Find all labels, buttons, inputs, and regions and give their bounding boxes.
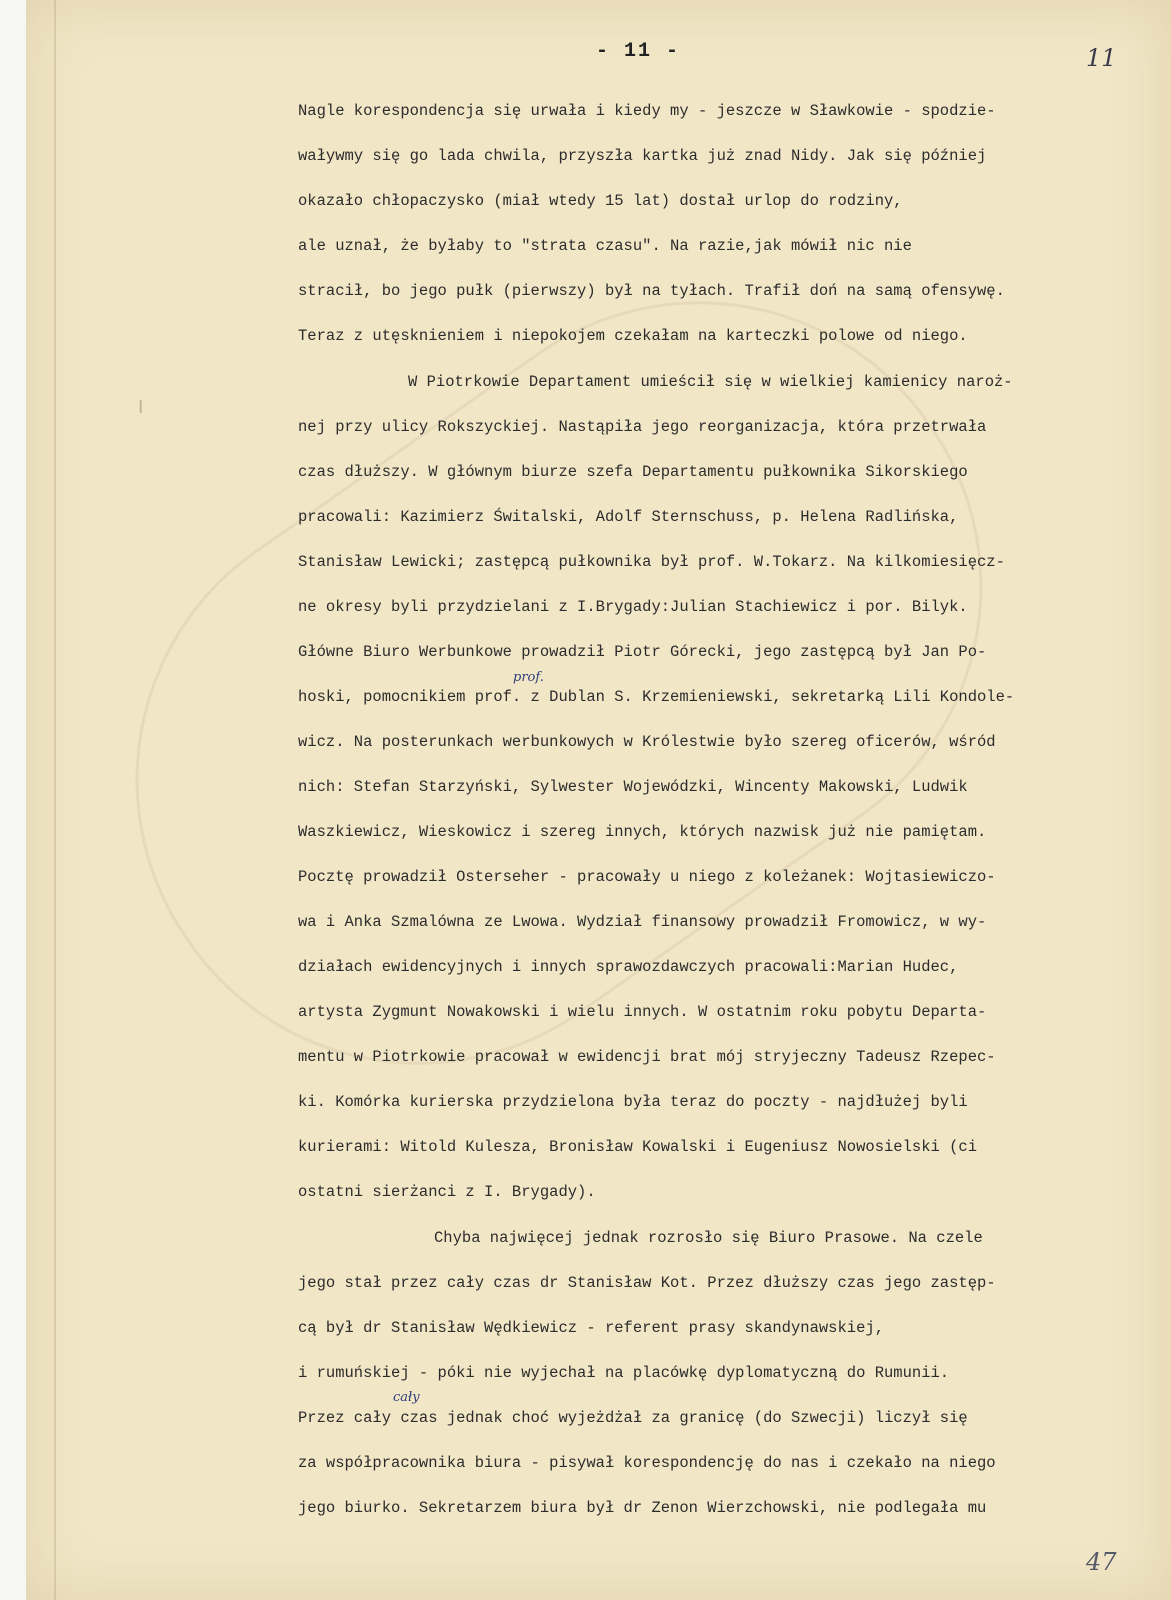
text-line: artysta Zygmunt Nowakowski i wielu innych. W ostatnim roku pobytu Departa- bbox=[298, 1003, 987, 1021]
text-line: waływmy się go lada chwila, przyszła kartka już znad Nidy. Jak się później bbox=[298, 147, 987, 165]
text-line: kurierami: Witold Kulesza, Bronisław Kowalski i Eugeniusz Nowosielski (ci bbox=[298, 1138, 978, 1156]
text-line: działach ewidencyjnych i innych sprawozdawczych pracowali:Marian Hudec, bbox=[298, 958, 959, 976]
text-line: jego stał przez cały czas dr Stanisław Kot. Przez dłuższy czas jego zastęp- bbox=[298, 1274, 996, 1292]
text-line: pracowali: Kazimierz Świtalski, Adolf Sternschuss, p. Helena Radlińska, bbox=[298, 508, 959, 526]
text-line: wicz. Na posterunkach werbunkowych w Królestwie było szereg oficerów, wśród bbox=[298, 733, 996, 751]
margin-mark: I bbox=[138, 397, 144, 418]
text-line: Chyba najwięcej jednak rozrosło się Biuro Prasowe. Na czele bbox=[434, 1229, 983, 1247]
text-line: stracił, bo jego pułk (pierwszy) był na tyłach. Trafił doń na samą ofensywę. bbox=[298, 282, 1005, 300]
text-line: i rumuńskiej - póki nie wyjechał na placówkę dyplomatyczną do Rumunii. bbox=[298, 1364, 950, 1382]
text-line: Pocztę prowadził Osterseher - pracowały u niego z koleżanek: Wojtasiewiczo- bbox=[298, 868, 996, 886]
text-line: okazało chłopaczysko (miał wtedy 15 lat) dostał urlop do rodziny, bbox=[298, 192, 903, 210]
folio-number-top: 11 bbox=[1086, 44, 1117, 72]
text-line: hoski, pomocnikiem prof. z Dublan S. Krzemieniewski, sekretarką Lili Kondole- bbox=[298, 688, 1015, 706]
text-line: mentu w Piotrkowie pracował w ewidencji brat mój stryjeczny Tadeusz Rzepec- bbox=[298, 1048, 996, 1066]
folio-number-bottom: 47 bbox=[1086, 1548, 1117, 1576]
text-line: jego biurko. Sekretarzem biura był dr Zenon Wierzchowski, nie podlegała mu bbox=[298, 1499, 987, 1517]
text-line: Przez cały czas jednak choć wyjeżdżał za granicę (do Szwecji) liczył się bbox=[298, 1409, 968, 1427]
text-line: W Piotrkowie Departament umieścił się w wielkiej kamienicy naroż- bbox=[408, 373, 1013, 391]
text-line: nich: Stefan Starzyński, Sylwester Wojewódzki, Wincenty Makowski, Ludwik bbox=[298, 778, 968, 796]
text-line: Stanisław Lewicki; zastępcą pułkownika był prof. W.Tokarz. Na kilkomiesięcz- bbox=[298, 553, 1005, 571]
page-number-marker: - 11 - bbox=[596, 40, 681, 63]
text-line: Teraz z utęsknieniem i niepokojem czekałam na karteczki polowe od niego. bbox=[298, 327, 968, 345]
handwritten-gloss: cały bbox=[393, 1390, 420, 1405]
text-line: ostatni sierżanci z I. Brygady). bbox=[298, 1183, 596, 1201]
text-line: Waszkiewicz, Wieskowicz i szereg innych, których nazwisk już nie pamiętam. bbox=[298, 823, 987, 841]
text-line: ki. Komórka kurierska przydzielona była teraz do poczty - najdłużej byli bbox=[298, 1093, 968, 1111]
text-line: za współpracownika biura - pisywał korespondencję do nas i czekało na niego bbox=[298, 1454, 996, 1472]
text-line: Główne Biuro Werbunkowe prowadził Piotr Górecki, jego zastępcą był Jan Po- bbox=[298, 643, 987, 661]
text-line: cą był dr Stanisław Wędkiewicz - referent prasy skandynawskiej, bbox=[298, 1319, 884, 1337]
document-page bbox=[26, 0, 1171, 1600]
text-line: wa i Anka Szmalówna ze Lwowa. Wydział finansowy prowadził Fromowicz, w wy- bbox=[298, 913, 987, 931]
paper-crease bbox=[54, 0, 56, 1600]
text-line: nej przy ulicy Rokszyckiej. Nastąpiła jego reorganizacja, która przetrwała bbox=[298, 418, 987, 436]
text-line: ale uznał, że byłaby to "strata czasu". Na razie,jak mówił nic nie bbox=[298, 237, 912, 255]
text-line: ne okresy byli przydzielani z I.Brygady:Julian Stachiewicz i por. Bilyk. bbox=[298, 598, 968, 616]
handwritten-gloss: prof. bbox=[513, 670, 544, 685]
text-line: czas dłuższy. W głównym biurze szefa Departamentu pułkownika Sikorskiego bbox=[298, 463, 968, 481]
text-line: Nagle korespondencja się urwała i kiedy my - jeszcze w Sławkowie - spodzie- bbox=[298, 102, 996, 120]
